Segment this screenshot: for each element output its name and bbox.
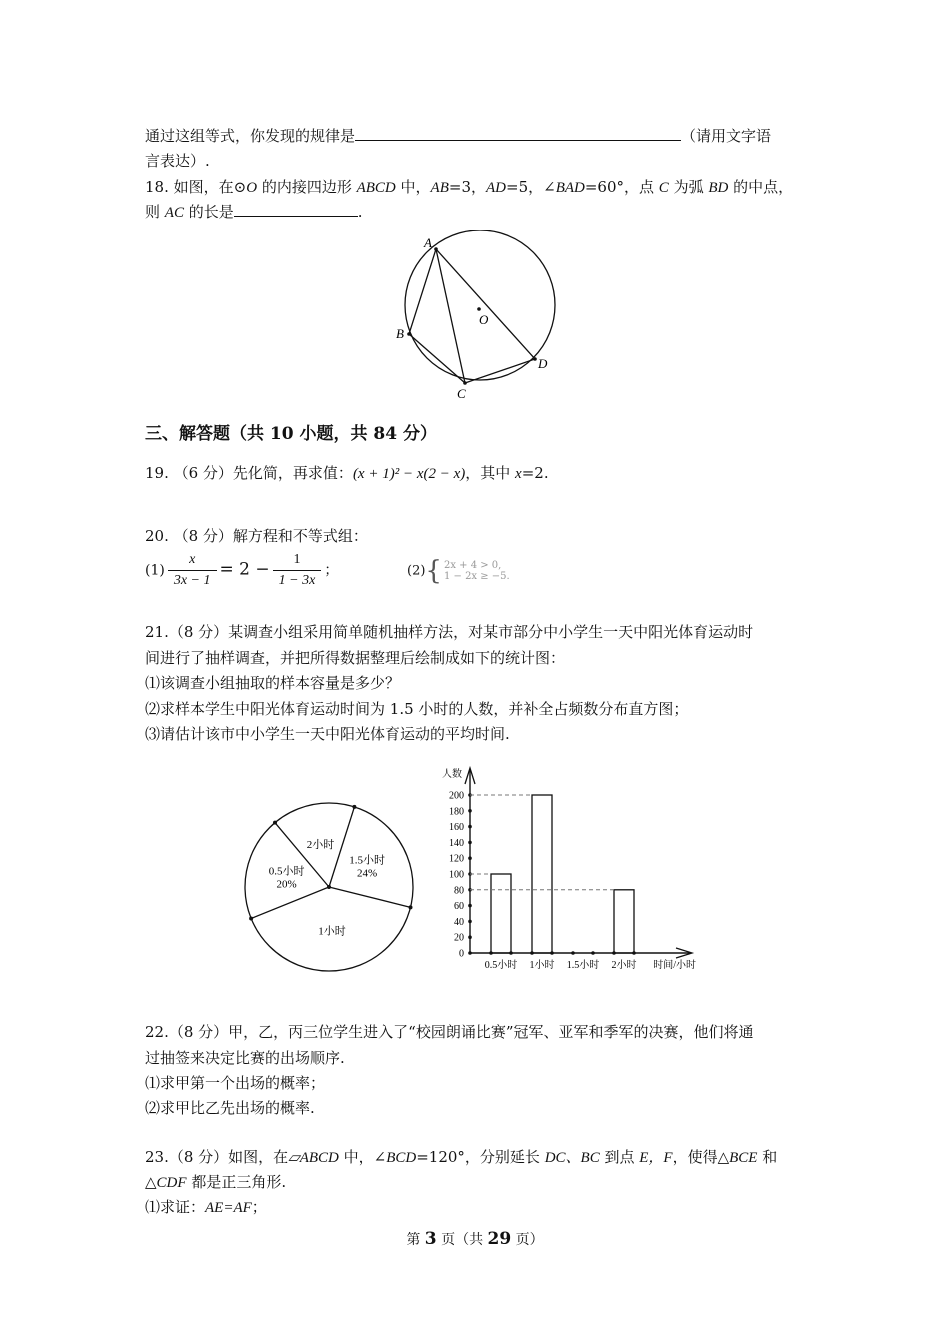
point-d bbox=[533, 357, 537, 361]
q22-sub2: ⑵求甲比乙先出场的概率. bbox=[145, 1099, 315, 1117]
q18-line1 bbox=[145, 177, 793, 198]
q23-var: E，F bbox=[639, 1150, 673, 1166]
x-tick-label: 1.5小时 bbox=[566, 960, 600, 971]
q20-part1 bbox=[145, 550, 338, 591]
q18-line2 bbox=[145, 202, 363, 223]
y-tick-mark bbox=[468, 825, 472, 829]
q20-part2-label: (2) bbox=[407, 563, 426, 579]
page-footer bbox=[0, 1229, 950, 1249]
y-tick-label: 120 bbox=[449, 853, 464, 865]
q18-var: AD bbox=[486, 180, 506, 196]
brace-icon: { bbox=[425, 556, 442, 586]
y-tick-mark bbox=[468, 841, 472, 845]
footer-text: 页（共 bbox=[436, 1232, 488, 1248]
q21-sub3: ⑶请估计该市中小学生一天中阳光体育运动的平均时间. bbox=[145, 725, 510, 743]
y-tick-label: 180 bbox=[449, 806, 464, 818]
q18-var: ABCD bbox=[356, 180, 396, 196]
q19-text: =2. bbox=[521, 464, 549, 482]
pie-slice-boundary bbox=[329, 887, 411, 907]
q18-circle-figure bbox=[380, 230, 580, 405]
q21-line2: 间进行了抽样调查，并把所得数据整理后绘制成如下的统计图： bbox=[145, 649, 566, 667]
q23-sub1 bbox=[145, 1197, 267, 1218]
page-total: 29 bbox=[487, 1229, 512, 1249]
pie-slice-label: 1.5小时 bbox=[349, 854, 386, 867]
q18-var: O bbox=[246, 180, 258, 196]
pie-slice-label: 0.5小时 bbox=[268, 865, 305, 878]
fraction-2-numerator: 1 bbox=[273, 550, 322, 571]
q20-part2 bbox=[407, 556, 510, 586]
q18-text: 中， bbox=[395, 178, 431, 196]
y-axis-label: 人数 bbox=[442, 769, 462, 780]
y-tick-label: 20 bbox=[454, 932, 464, 944]
label-a: A bbox=[424, 235, 432, 250]
pie-slice-label: 1小时 bbox=[318, 925, 346, 938]
q18-var: BD bbox=[708, 180, 729, 196]
pie-slice-label: 2小时 bbox=[306, 839, 335, 852]
q18-text: =5，∠ bbox=[506, 178, 556, 196]
q17-answer-blank[interactable] bbox=[355, 126, 681, 141]
x-tick-label: 0.5小时 bbox=[484, 960, 518, 971]
label-d: D bbox=[538, 356, 548, 371]
fraction-1-denominator: 3x − 1 bbox=[173, 573, 211, 588]
q18-var: AC bbox=[164, 205, 184, 221]
q23-text: 都是正三角形. bbox=[186, 1173, 287, 1191]
point-o bbox=[477, 307, 481, 311]
histogram-bar bbox=[614, 890, 634, 953]
q23-text: 23.（8 分）如图，在 bbox=[145, 1148, 289, 1166]
x-tick-mark bbox=[591, 951, 595, 955]
y-tick-label: 0 bbox=[459, 948, 464, 960]
q23-var: CDF bbox=[156, 1175, 187, 1191]
quadrilateral-abcd bbox=[409, 249, 535, 383]
q23-var: BCE bbox=[729, 1150, 758, 1166]
page-number: 3 bbox=[424, 1229, 437, 1249]
footer-text: 第 bbox=[406, 1232, 425, 1248]
pie-slice-boundary bbox=[251, 887, 329, 918]
fraction-1 bbox=[168, 550, 217, 591]
point-a bbox=[434, 247, 438, 251]
pie-boundary-point bbox=[409, 905, 413, 909]
q18-var: BAD bbox=[555, 180, 585, 196]
pie-boundary-point bbox=[352, 805, 356, 809]
y-tick-mark bbox=[468, 809, 472, 813]
q20-part1-end: ； bbox=[324, 562, 339, 579]
q23-var: DC、BC bbox=[544, 1150, 600, 1166]
q19-var: x bbox=[515, 466, 522, 482]
q22-line1: 22.（8 分）甲，乙，丙三位学生进入了“校园朗诵比赛”冠军、亚军和季军的决赛，他们将通 bbox=[145, 1023, 754, 1041]
histogram-chart bbox=[430, 760, 700, 980]
q18-answer-blank[interactable] bbox=[234, 202, 358, 217]
q20-line: 20. （8 分）解方程和不等式组： bbox=[145, 527, 368, 545]
y-tick-label: 160 bbox=[449, 822, 464, 834]
pie-slice-percent: 24% bbox=[357, 867, 378, 880]
q18-text: 的中点， bbox=[728, 178, 794, 196]
y-tick-label: 200 bbox=[449, 790, 464, 802]
q23-text: ，使得△ bbox=[672, 1148, 730, 1166]
q23-text: △ bbox=[145, 1173, 157, 1191]
q17-suffix: （请用文字语 bbox=[681, 127, 772, 145]
q19-text: 19. （6 分）先化简，再求值： bbox=[145, 464, 353, 482]
q22-line2: 过抽签来决定比赛的出场顺序. bbox=[145, 1049, 345, 1067]
q18-var: AB bbox=[430, 180, 449, 196]
y-tick-mark bbox=[468, 856, 472, 860]
q18-var: C bbox=[658, 180, 669, 196]
y-tick-mark bbox=[468, 935, 472, 939]
fraction-2-denominator: 1 − 3x bbox=[278, 573, 316, 588]
inequality-system bbox=[444, 560, 510, 582]
label-c: C bbox=[457, 386, 466, 401]
x-tick-mark bbox=[571, 951, 575, 955]
q23-line1 bbox=[145, 1147, 777, 1168]
q21-sub1: ⑴该调查小组抽取的样本容量是多少？ bbox=[145, 674, 401, 692]
q23-var: AE=AF bbox=[205, 1200, 252, 1216]
q23-var: ▱ABCD bbox=[288, 1150, 339, 1166]
y-tick-mark bbox=[468, 951, 472, 955]
y-tick-label: 140 bbox=[449, 837, 464, 849]
q21-sub2: ⑵求样本学生中阳光体育运动时间为 1.5 小时的人数，并补全占频数分布直方图； bbox=[145, 700, 689, 718]
q18-text: . bbox=[357, 203, 363, 221]
section-3-title: 三、解答题（共 10 小题，共 84 分） bbox=[145, 424, 437, 444]
q18-text: 则 bbox=[145, 203, 165, 221]
pie-boundary-point bbox=[249, 916, 253, 920]
q19-line bbox=[145, 463, 549, 484]
point-c bbox=[463, 381, 467, 385]
segment-ac bbox=[436, 249, 465, 383]
q23-text: 和 bbox=[757, 1148, 778, 1166]
fraction-2 bbox=[273, 550, 322, 591]
q23-text: 中，∠ bbox=[338, 1148, 387, 1166]
point-b bbox=[407, 332, 411, 336]
x-axis-label: 时间/小时 bbox=[653, 960, 696, 971]
y-tick-mark bbox=[468, 904, 472, 908]
q19-text: ，其中 bbox=[465, 464, 516, 482]
y-tick-label: 40 bbox=[454, 916, 464, 928]
q17-text-2: 言表达）. bbox=[145, 152, 210, 170]
q18-text: 为弧 bbox=[668, 178, 709, 196]
y-tick-mark bbox=[468, 920, 472, 924]
x-tick-label: 1小时 bbox=[529, 960, 555, 971]
pie-chart bbox=[240, 800, 420, 975]
y-tick-label: 100 bbox=[449, 869, 464, 881]
q17-line2 bbox=[145, 151, 210, 171]
pie-slice-percent: 20% bbox=[276, 878, 297, 891]
q22-sub1: ⑴求甲第一个出场的概率； bbox=[145, 1074, 326, 1092]
q20-eq-mid: = 2 − bbox=[219, 559, 270, 580]
fraction-1-numerator: x bbox=[168, 550, 217, 571]
histogram-bar bbox=[491, 874, 511, 953]
q18-text: 18. 如图，在⊙ bbox=[145, 178, 247, 196]
q21-line1: 21.（8 分）某调查小组采用简单随机抽样方法，对某市部分中小学生一天中阳光体育运动时 bbox=[145, 623, 754, 641]
q18-text: 的内接四边形 bbox=[257, 178, 357, 196]
histogram-bar bbox=[532, 795, 552, 953]
q23-text: =120°，分别延长 bbox=[416, 1148, 545, 1166]
inequality-2: 1 − 2x ≥ −5. bbox=[443, 571, 510, 582]
x-tick-label: 2小时 bbox=[611, 960, 637, 971]
label-b: B bbox=[396, 326, 404, 341]
q23-text: 到点 bbox=[599, 1148, 640, 1166]
y-tick-label: 60 bbox=[454, 901, 464, 913]
q17-text: 通过这组等式，你发现的规律是 bbox=[145, 127, 356, 145]
q23-text: ⑴求证： bbox=[145, 1198, 206, 1216]
circle-o bbox=[405, 230, 555, 380]
footer-text: 页） bbox=[511, 1232, 544, 1248]
q20-part1-label: (1) bbox=[145, 562, 165, 579]
q23-line2 bbox=[145, 1172, 286, 1193]
y-tick-label: 80 bbox=[454, 885, 464, 897]
q19-expression: (x + 1)² − x(2 − x) bbox=[352, 466, 466, 482]
q23-text: ； bbox=[251, 1198, 267, 1216]
label-o: O bbox=[479, 312, 489, 327]
q17-line1 bbox=[145, 126, 771, 146]
q18-text: 的长是 bbox=[183, 203, 234, 221]
pie-boundary-point bbox=[273, 821, 277, 825]
q18-text: =3， bbox=[448, 178, 486, 196]
inequality-1: 2x + 4 > 0, bbox=[443, 560, 502, 571]
q18-text: =60°，点 bbox=[584, 178, 659, 196]
q23-var: BCD bbox=[386, 1150, 417, 1166]
pie-center-point bbox=[327, 885, 331, 889]
